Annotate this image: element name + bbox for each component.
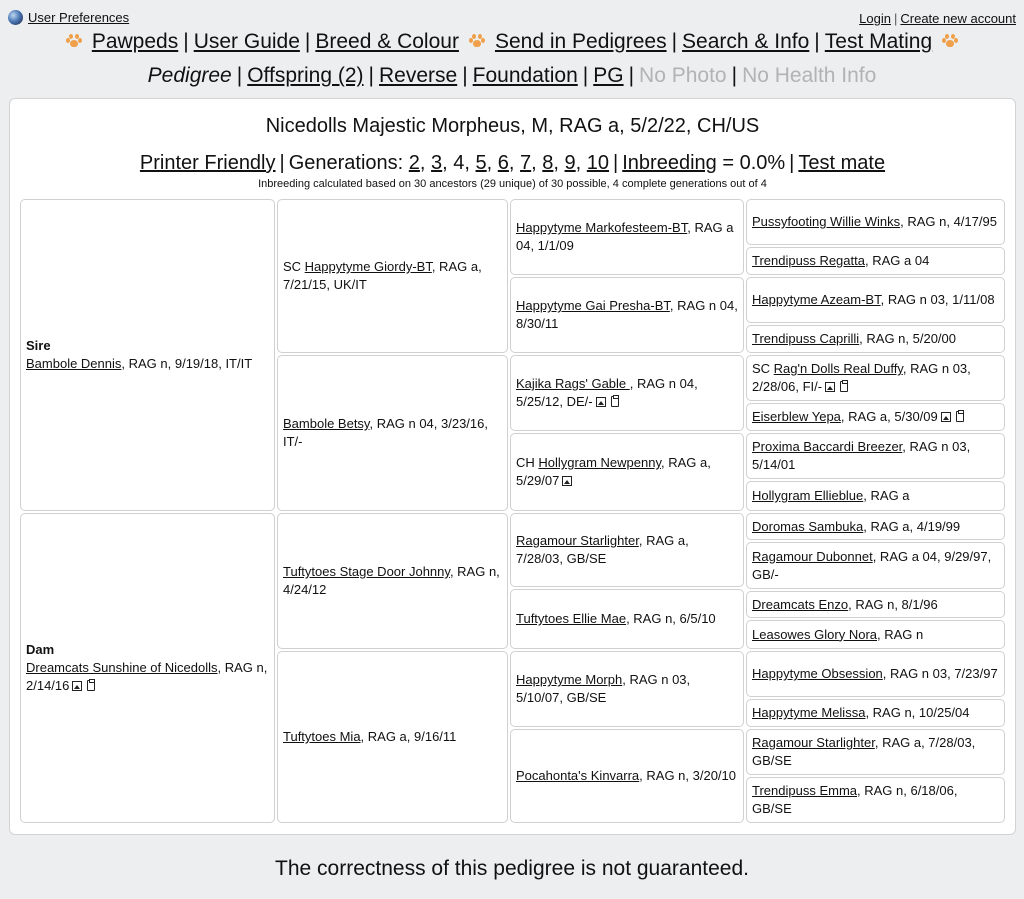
nav-user-guide[interactable]: User Guide [193, 30, 300, 53]
nav-test-mating[interactable]: Test Mating [824, 30, 933, 53]
clipboard-icon[interactable] [87, 680, 95, 691]
top-bar [0, 0, 1024, 26]
gen4-ancestor-cell [746, 651, 1005, 697]
cat-details: , RAG a 04, 1/1/09 [516, 220, 734, 253]
account-links: Login | Create new account [859, 11, 1016, 26]
gen2-ancestor-cell [277, 355, 508, 511]
cat-name-link[interactable]: Happytyme Gai Presha-BT [516, 298, 670, 313]
cat-name-link[interactable]: Leasowes Glory Nora [752, 626, 877, 642]
pedigree-title: Nicedolls Majestic Morpheus, M, RAG a, 5/2/22, CH/US [265, 115, 760, 137]
generation-7-link[interactable]: 7 [520, 152, 532, 174]
cat-name-link[interactable]: Happytyme Giordy-BT [304, 259, 432, 274]
photo-icon[interactable] [562, 476, 572, 486]
cat-name-link[interactable]: Happytyme Melissa [752, 705, 866, 720]
cat-details: , RAG n 03, 1/11/08 [880, 292, 995, 307]
gen4-ancestor-cell [746, 247, 1005, 275]
cat-details: , RAG a 04 [864, 253, 930, 268]
paw-icon [942, 33, 958, 49]
generations-label: Generations: [288, 152, 404, 174]
inbreeding-link[interactable]: Inbreeding [622, 152, 717, 174]
paw-icon [66, 33, 82, 49]
cat-details: , RAG n 04, 3/23/16, IT/- [283, 416, 488, 449]
gen4-ancestor-cell [746, 777, 1005, 823]
generation-6-link[interactable]: 6 [497, 152, 509, 174]
cat-name-link[interactable]: Doromas Sambuka [752, 518, 864, 534]
gen4-ancestor-cell [746, 277, 1005, 323]
cat-details: , RAG n, 6/5/10 [626, 611, 716, 626]
cat-name-link[interactable]: Trendipuss Caprilli [752, 331, 860, 346]
cat-name-link[interactable]: Hollygram Newpenny [538, 455, 661, 470]
inbreeding-value: = 0.0% [716, 152, 786, 174]
cat-details: , RAG n, 10/25/04 [865, 705, 970, 720]
create-account-link[interactable]: Create new account [900, 11, 1016, 26]
cat-details: , RAG n 04, 8/30/11 [516, 298, 738, 331]
photo-icon[interactable] [941, 412, 951, 422]
cat-name-link[interactable]: Happytyme Markofesteem-BT [516, 220, 688, 235]
gen4-ancestor-cell [746, 591, 1005, 618]
cat-name-link[interactable]: Eiserblew Yepa [752, 409, 841, 424]
pedigree-card [9, 98, 1016, 835]
gen4-ancestor-cell [746, 403, 1005, 431]
clipboard-icon[interactable] [840, 381, 848, 392]
gen3-ancestor-cell [510, 433, 744, 511]
cat-details: , RAG n, 4/17/95 [900, 214, 997, 229]
generation-5-link[interactable]: 5 [475, 152, 487, 174]
nav-breed-colour[interactable]: Breed & Colour [315, 30, 459, 53]
pedigree-nav: Pedigree | Offspring (2) | Reverse | Foundation | PG | No Photo | No Health Info [147, 64, 877, 87]
cat-details: , RAG a, 7/28/03, GB/SE [516, 533, 689, 566]
gen2-ancestor-cell [277, 651, 508, 823]
tab-pedigree-current: Pedigree [147, 64, 232, 87]
cat-name-link[interactable]: Hollygram Ellieblue [752, 488, 864, 503]
title-prefix: CH [516, 455, 539, 470]
title-prefix: SC [283, 259, 305, 274]
cat-details: , RAG n 03, 5/10/07, GB/SE [516, 672, 691, 705]
tab-offspring[interactable]: Offspring (2) [247, 64, 364, 87]
cat-name-link[interactable]: Ragamour Starlighter [516, 533, 639, 548]
parent-role-label: Sire [26, 338, 51, 353]
gen4-ancestor-cell [746, 325, 1005, 353]
cat-details: , RAG a, 7/21/15, UK/IT [283, 259, 482, 292]
cat-name-link[interactable]: Ragamour Dubonnet [752, 548, 873, 564]
gen3-ancestor-cell [510, 355, 744, 431]
cat-details: , RAG n 03, 5/14/01 [752, 439, 971, 472]
globe-icon [8, 10, 23, 25]
nav-pawpeds[interactable]: Pawpeds [91, 30, 179, 53]
paw-icon [469, 33, 485, 49]
parent-role-label: Dam [26, 642, 55, 657]
printer-friendly-link[interactable]: Printer Friendly [139, 152, 276, 174]
clipboard-icon[interactable] [956, 411, 964, 422]
cat-name-link[interactable]: Proxima Baccardi Breezer [752, 439, 903, 454]
tab-foundation[interactable]: Foundation [472, 64, 578, 87]
disclaimer: The correctness of this pedigree is not guaranteed. [275, 857, 749, 880]
gen1-ancestor-cell [20, 513, 275, 823]
cat-name-link[interactable]: Ragamour Starlighter [752, 735, 875, 750]
cat-details: , RAG n, 4/24/12 [283, 564, 500, 597]
gen3-ancestor-cell [510, 589, 744, 649]
gen3-ancestor-cell [510, 513, 744, 587]
cat-name-link[interactable]: Tuftytoes Ellie Mae [516, 611, 627, 626]
clipboard-icon[interactable] [611, 396, 619, 407]
gen4-ancestor-cell [746, 729, 1005, 775]
generation-3-link[interactable]: 3 [431, 152, 443, 174]
gen4-ancestor-cell [746, 481, 1005, 511]
generation-2-link[interactable]: 2 [408, 152, 420, 174]
photo-icon[interactable] [72, 681, 82, 691]
gen3-ancestor-cell [510, 277, 744, 353]
gen4-ancestor-cell [746, 433, 1005, 479]
cat-details: , RAG n, 2/14/16 [26, 660, 268, 693]
gen3-ancestor-cell [510, 729, 744, 823]
gen2-ancestor-cell [277, 199, 508, 353]
cat-details: , RAG a, 5/30/09 [840, 409, 938, 424]
cat-details: , RAG n, 3/20/10 [639, 768, 737, 783]
cat-name-link[interactable]: Trendipuss Regatta [752, 253, 865, 268]
cat-name-link[interactable]: Trendipuss Emma [752, 783, 857, 798]
gen2-ancestor-cell [277, 513, 508, 649]
generation-8-link[interactable]: 8 [542, 152, 554, 174]
cat-details: , RAG n, 8/1/96 [848, 596, 938, 612]
cat-name-link[interactable]: Dreamcats Sunshine of Nicedolls [26, 660, 218, 675]
cat-details: , RAG n 03, 2/28/06, FI/- [752, 361, 971, 394]
main-nav: Pawpeds | User Guide | Breed & Colour Send in Pedigrees | Search & Info | Test Mating [0, 26, 1024, 58]
gen3-ancestor-cell [510, 199, 744, 275]
photo-icon[interactable] [825, 382, 835, 392]
cat-name-link[interactable]: Happytyme Azeam-BT [752, 292, 881, 307]
cat-name-link[interactable]: Happytyme Morph [516, 672, 623, 687]
cat-details: , RAG a [863, 488, 910, 503]
cat-details: , RAG n, 9/19/18, IT/IT [121, 356, 253, 371]
cat-name-link[interactable]: Tuftytoes Stage Door Johnny [283, 564, 450, 579]
cat-name-link[interactable]: Rag'n Dolls Real Duffy [773, 361, 903, 376]
nav-search-info[interactable]: Search & Info [682, 30, 810, 53]
cat-details: , RAG a, 5/29/07 [516, 455, 711, 488]
cat-name-link[interactable]: Tuftytoes Mia [283, 729, 361, 744]
generation-9-link[interactable]: 9 [564, 152, 576, 174]
photo-icon[interactable] [596, 397, 606, 407]
cat-details: , RAG a, 4/19/99 [863, 518, 961, 534]
title-prefix: SC [752, 361, 774, 376]
cat-name-link[interactable]: Bambole Dennis [26, 356, 122, 371]
cat-name-link[interactable]: Happytyme Obsession [752, 666, 883, 681]
generation-10-link[interactable]: 10 [586, 152, 610, 174]
gen4-ancestor-cell [746, 513, 1005, 540]
user-preferences-label: User Preferences [28, 10, 130, 25]
cat-details: , RAG a 04, 9/29/97, GB/- [752, 548, 992, 582]
test-mate-link[interactable]: Test mate [798, 152, 886, 174]
cat-details: , RAG a, 9/16/11 [360, 729, 457, 744]
gen3-ancestor-cell [510, 651, 744, 727]
cat-name-link[interactable]: Pocahonta's Kinvarra [516, 768, 640, 783]
gen4-ancestor-cell [746, 199, 1005, 245]
nav-send-pedigrees[interactable]: Send in Pedigrees [494, 30, 667, 53]
gen4-ancestor-cell [746, 620, 1005, 649]
generations-bar: Printer Friendly | Generations: 2, 3, 4, 5, 6, 7, 8, 9, 10 | Inbreeding = 0.0% | Test mate [139, 152, 886, 174]
cat-details: , RAG n, 5/20/00 [859, 331, 957, 346]
login-link[interactable]: Login [859, 11, 891, 26]
gen1-ancestor-cell [20, 199, 275, 511]
cat-name-link[interactable]: Dreamcats Enzo [752, 596, 849, 612]
cat-details: , RAG n 03, 7/23/97 [882, 666, 998, 681]
gen4-ancestor-cell [746, 542, 1005, 589]
cat-details: , RAG n [877, 626, 924, 642]
generation-4-link: 4 [453, 152, 465, 174]
tab-no-photo: No Photo [639, 64, 727, 87]
tab-pg[interactable]: PG [593, 64, 624, 87]
user-preferences-link[interactable] [8, 10, 129, 25]
gen4-ancestor-cell [746, 355, 1005, 401]
cat-details: , RAG n, 6/18/06, GB/SE [752, 783, 958, 816]
cat-name-link[interactable]: Kajika Rags' Gable [516, 376, 630, 391]
tab-no-health-info: No Health Info [742, 64, 877, 87]
cat-details: , RAG n 04, 5/25/12, DE/- [516, 376, 698, 409]
cat-name-link[interactable]: Bambole Betsy [283, 416, 370, 431]
gen4-ancestor-cell [746, 699, 1005, 727]
inbreeding-note: Inbreeding calculated based on 30 ancestors (29 unique) of 30 possible, 4 complete generations out of 4 [258, 178, 767, 190]
cat-name-link[interactable]: Pussyfooting Willie Winks [752, 214, 901, 229]
cat-details: , RAG a, 7/28/03, GB/SE [752, 735, 976, 768]
tab-reverse[interactable]: Reverse [379, 64, 458, 87]
